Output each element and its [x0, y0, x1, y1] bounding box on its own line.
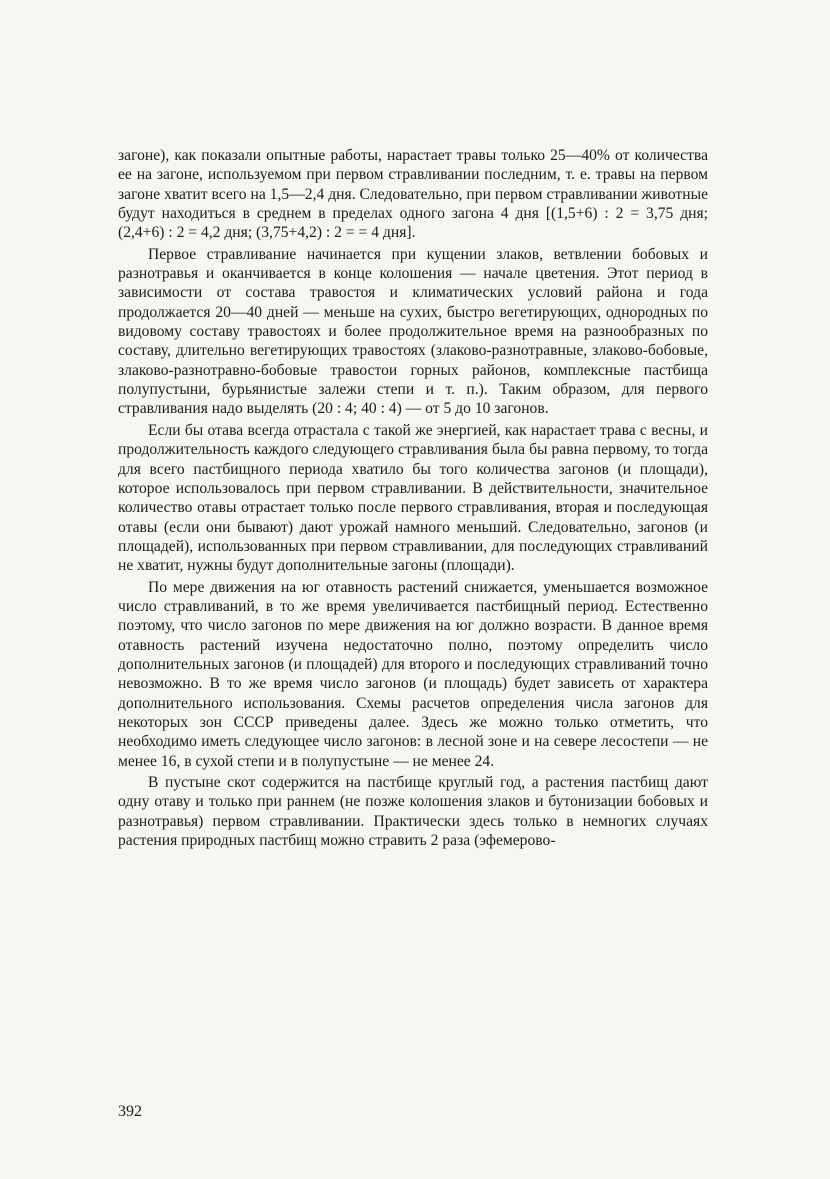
page-number: 392: [118, 1103, 142, 1120]
paragraph-southward-paddocks: По мере движения на юг отавность растений снижается, уменьшается возможное число стравливаний, в то же время увеличивается пастбищный период. Естественно поэтому, что число загонов по мере движения на юг должно возрасти. В данное время отавность растений изучена недостаточно полно, поэтому определить число дополнительных загонов (и площадей) для второго и последующих стравливаний точно невозможно. В то же время число загонов (и площадь) будет зависеть от характера дополнительного использования. Схемы расчетов определения числа загонов для некоторых зон СССР приведены далее. Здесь же можно только отметить, что необходимо иметь следующее число загонов: в лесной зоне и на севере лесостепи — не менее 16, в сухой степи и в полупустыне — не менее 24.: [118, 578, 708, 770]
paragraph-aftermath-regrowth: Если бы отава всегда отрастала с такой же энергией, как нарастает трава с весны, и продолжительность каждого следующего стравливания была бы равна первому, то тогда для всего пастбищного периода хватило бы того количества загонов (и площади), которое использовалось при первом стравливании. В действительности, значительное количество отавы отрастает только после первого стравливания, вторая и последующая отавы (если они бывают) дают урожай намного меньший. Следовательно, загонов (и площадей), использованных при первом стравливании, для последующих стравливаний не хватит, нужны будут дополнительные загоны (площади).: [118, 421, 708, 575]
paragraph-desert-pastures: В пустыне скот содержится на пастбище круглый год, а растения пастбищ дают одну отаву и только при раннем (не позже колошения злаков и бутонизации бобовых и разнотравья) первом стравливании. Практически здесь только в немногих случаях растения природных пастбищ можно стравить 2 раза (эфемерово-: [118, 774, 708, 850]
paragraph-first-grazing: Первое стравливание начинается при кущении злаков, ветвлении бобовых и разнотравья и оканчивается в конце колошения — начале цветения. Этот период в зависимости от состава травостоя и климатических условий района и года продолжается 20—40 дней — меньше на сухих, быстро вегетирующих, однородных по видовому составу травостоях и более продолжительное время на разнообразных по составу, длительно вегетирующих травостоях (злаково-разнотравные, злаково-бобовые, злаково-разнотравно-бобовые травостои горных районов, комплексные пастбища полупустыни, бурьянистые залежи степи и т. п.). Таким образом, для первого стравливания надо выделять (20 : 4; 40 : 4) — от 5 до 10 загонов.: [118, 245, 708, 418]
body-text: [118, 146, 708, 850]
paragraph-continuation: загоне), как показали опытные работы, нарастает травы только 25—40% от количества ее на загоне, используемом при первом стравливании последним, т. е. травы на первом загоне хватит всего на 1,5—2,4 дня. Следовательно, при первом стравливании животные будут находиться в среднем в пределах одного загона 4 дня [(1,5+6) : 2 = 3,75 дня; (2,4+6) : 2 = 4,2 дня; (3,75+4,2) : 2 = = 4 дня].: [118, 147, 708, 242]
